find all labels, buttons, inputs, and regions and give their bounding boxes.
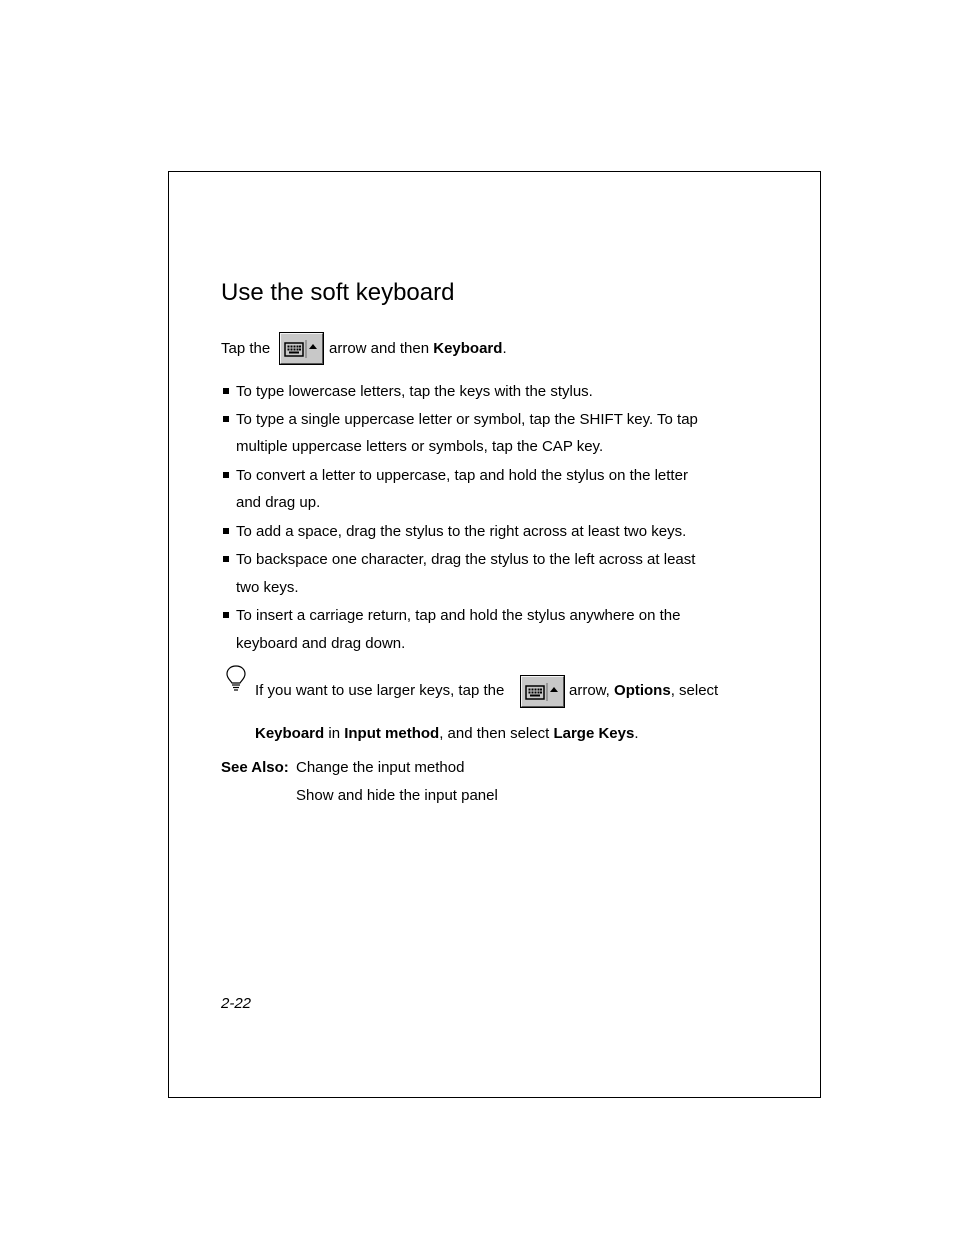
tip-in-text: in [328,725,341,742]
tip-select-text: , select [670,682,719,699]
tip-input-method: Input method [344,725,440,742]
bullet-marker [223,472,229,478]
intro-suffix: . [502,340,507,357]
bullet-text: To backspace one character, drag the stylus to the left across at least [236,551,696,568]
tip-keyboard: Keyboard [255,725,325,742]
bullet-marker [223,528,229,534]
see-also-label: See Also: [221,759,289,776]
bullet-marker [223,556,229,562]
page-title: Use the soft keyboard [221,279,455,306]
see-also-link-show-hide-input-panel[interactable]: Show and hide the input panel [296,787,498,804]
bullet-marker [223,388,229,394]
tip-period: . [634,725,639,742]
tip-arrow-text: arrow, [569,682,610,699]
bullet-text: keyboard and drag down. [236,635,406,652]
see-also-link-change-input-method[interactable]: Change the input method [296,759,465,776]
tip-line1-rest [569,682,718,700]
bullet-marker [223,612,229,618]
intro-middle: arrow and then [329,340,430,357]
tip-options: Options [614,682,671,699]
bullet-text: To insert a carriage return, tap and hold the stylus anywhere on the [236,607,681,624]
bullet-marker [223,416,229,422]
bullet-text: two keys. [236,579,299,596]
intro-keyword: Keyboard [433,340,503,357]
page-number: 2-22 [221,995,252,1012]
tip-then-text: , and then select [439,725,550,742]
tip-prefix: If you want to use larger keys, tap the [255,682,505,699]
lightbulb-icon [225,664,247,694]
bullet-text: and drag up. [236,494,321,511]
intro-text [329,340,507,358]
bullet-text: multiple uppercase letters or symbols, tap the CAP key. [236,438,604,455]
bullet-text: To add a space, drag the stylus to the right across at least two keys. [236,523,687,540]
input-panel-arrow-button[interactable] [521,676,564,707]
intro-prefix: Tap the [221,340,271,357]
input-panel-arrow-button[interactable] [280,333,323,364]
bullet-text: To convert a letter to uppercase, tap and hold the stylus on the letter [236,467,688,484]
tip-large-keys: Large Keys [553,725,635,742]
keyboard-icon [522,677,563,706]
bullet-text: To type lowercase letters, tap the keys with the stylus. [236,383,593,400]
bullet-text: To type a single uppercase letter or symbol, tap the SHIFT key. To tap [236,411,698,428]
keyboard-icon [281,334,322,363]
tip-line2 [255,725,639,743]
